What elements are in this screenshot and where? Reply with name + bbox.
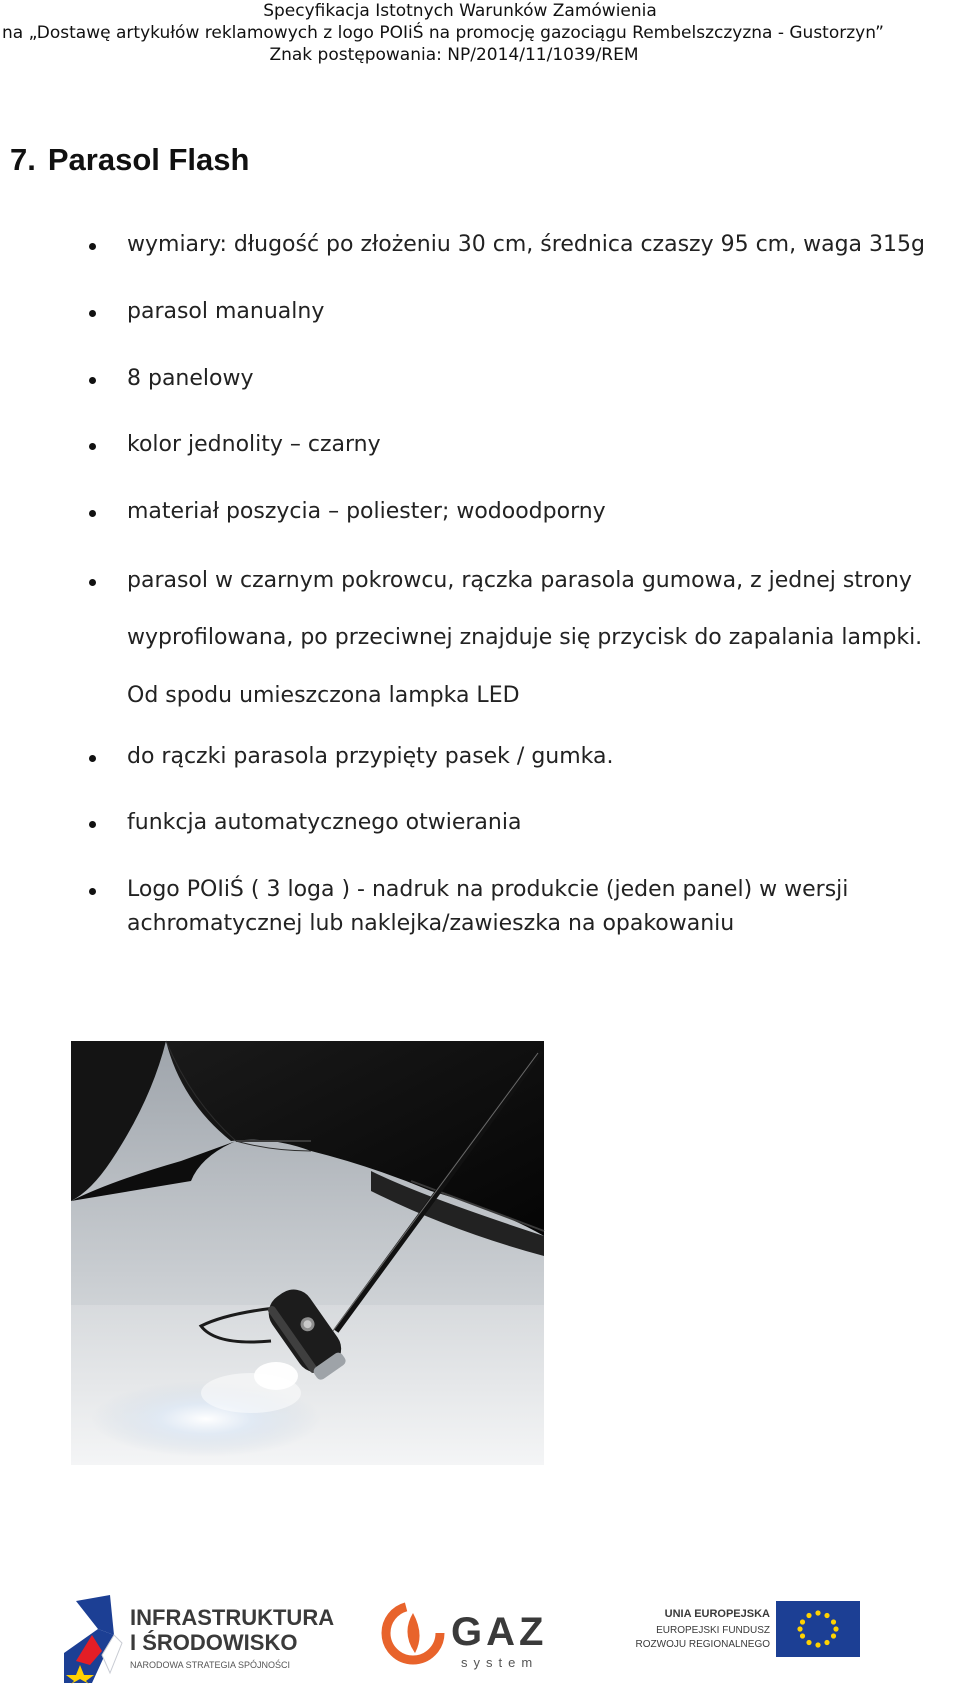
bullet-icon xyxy=(89,888,96,895)
gaz-logo-subtext: system xyxy=(461,1655,539,1670)
bullet-icon xyxy=(89,821,96,828)
eu-logo xyxy=(635,1599,872,1667)
gaz-logo-text: GAZ xyxy=(451,1610,548,1654)
bullet-icon xyxy=(89,510,96,517)
section-title: Parasol Flash xyxy=(47,142,250,177)
gaz-system-logo xyxy=(383,1603,613,1677)
infra-logo-text-3: NARODOWA STRATEGIA SPÓJNOŚCI xyxy=(130,1660,291,1670)
bullet-icon xyxy=(89,243,96,250)
eu-logo-text-1: UNIA EUROPEJSKA xyxy=(664,1608,770,1620)
spec-manual: parasol manualny xyxy=(127,299,325,324)
eu-logo-text-3: ROZWOJU REGIONALNEGO xyxy=(635,1639,770,1650)
header-reference-number: Znak postępowania: NP/2014/11/1039/REM xyxy=(269,45,639,65)
document-header xyxy=(0,0,960,66)
bullet-icon xyxy=(89,443,96,450)
spec-dimensions: wymiary: długość po złożeniu 30 cm, średnica czaszy 95 cm, waga 315g xyxy=(127,232,925,257)
spec-logo-line2: achromatycznej lub naklejka/zawieszka na opakowaniu xyxy=(127,911,735,936)
spec-logo-line1: Logo POIiŚ ( 3 loga ) - nadruk na produkcie (jeden panel) w wersji xyxy=(127,877,849,902)
infra-logo-text-2: I ŚRODOWISKO xyxy=(130,1630,298,1655)
spec-cover-line2: wyprofilowana, po przeciwnej znajduje się przycisk do zapalania lampki. xyxy=(127,625,923,650)
header-spec-title: Specyfikacja Istotnych Warunków Zamówienia xyxy=(263,1,657,21)
eu-flag-icon xyxy=(776,1601,860,1657)
footer-logos xyxy=(0,1595,960,1684)
section-number: 7. xyxy=(10,142,36,177)
spec-strap: do rączki parasola przypięty pasek / gumka. xyxy=(127,744,614,769)
bullet-icon xyxy=(89,579,96,586)
infra-logo-text-1: INFRASTRUKTURA xyxy=(130,1605,335,1630)
spec-panels: 8 panelowy xyxy=(127,366,254,391)
header-subject: na „Dostawę artykułów reklamowych z logo POIiŚ na promocję gazociągu Rembelszczyzna - Gustorzyn” xyxy=(2,23,884,43)
bullet-icon xyxy=(89,310,96,317)
bullet-icon xyxy=(89,377,96,384)
spec-cover-line1: parasol w czarnym pokrowcu, rączka parasola gumowa, z jednej strony xyxy=(127,568,912,593)
spec-material: materiał poszycia – poliester; wodoodporny xyxy=(127,499,606,524)
infrastruktura-logo xyxy=(62,1595,335,1688)
bullet-icon xyxy=(89,755,96,762)
eu-logo-text-2: EUROPEJSKI FUNDUSZ xyxy=(656,1625,770,1636)
spec-auto-open: funkcja automatycznego otwierania xyxy=(127,810,522,835)
umbrella-photo xyxy=(71,1041,544,1465)
flag-icon xyxy=(76,1595,114,1635)
section-heading xyxy=(10,142,249,178)
spec-color: kolor jednolity – czarny xyxy=(127,432,381,457)
spec-cover-line3: Od spodu umieszczona lampka LED xyxy=(127,683,520,708)
